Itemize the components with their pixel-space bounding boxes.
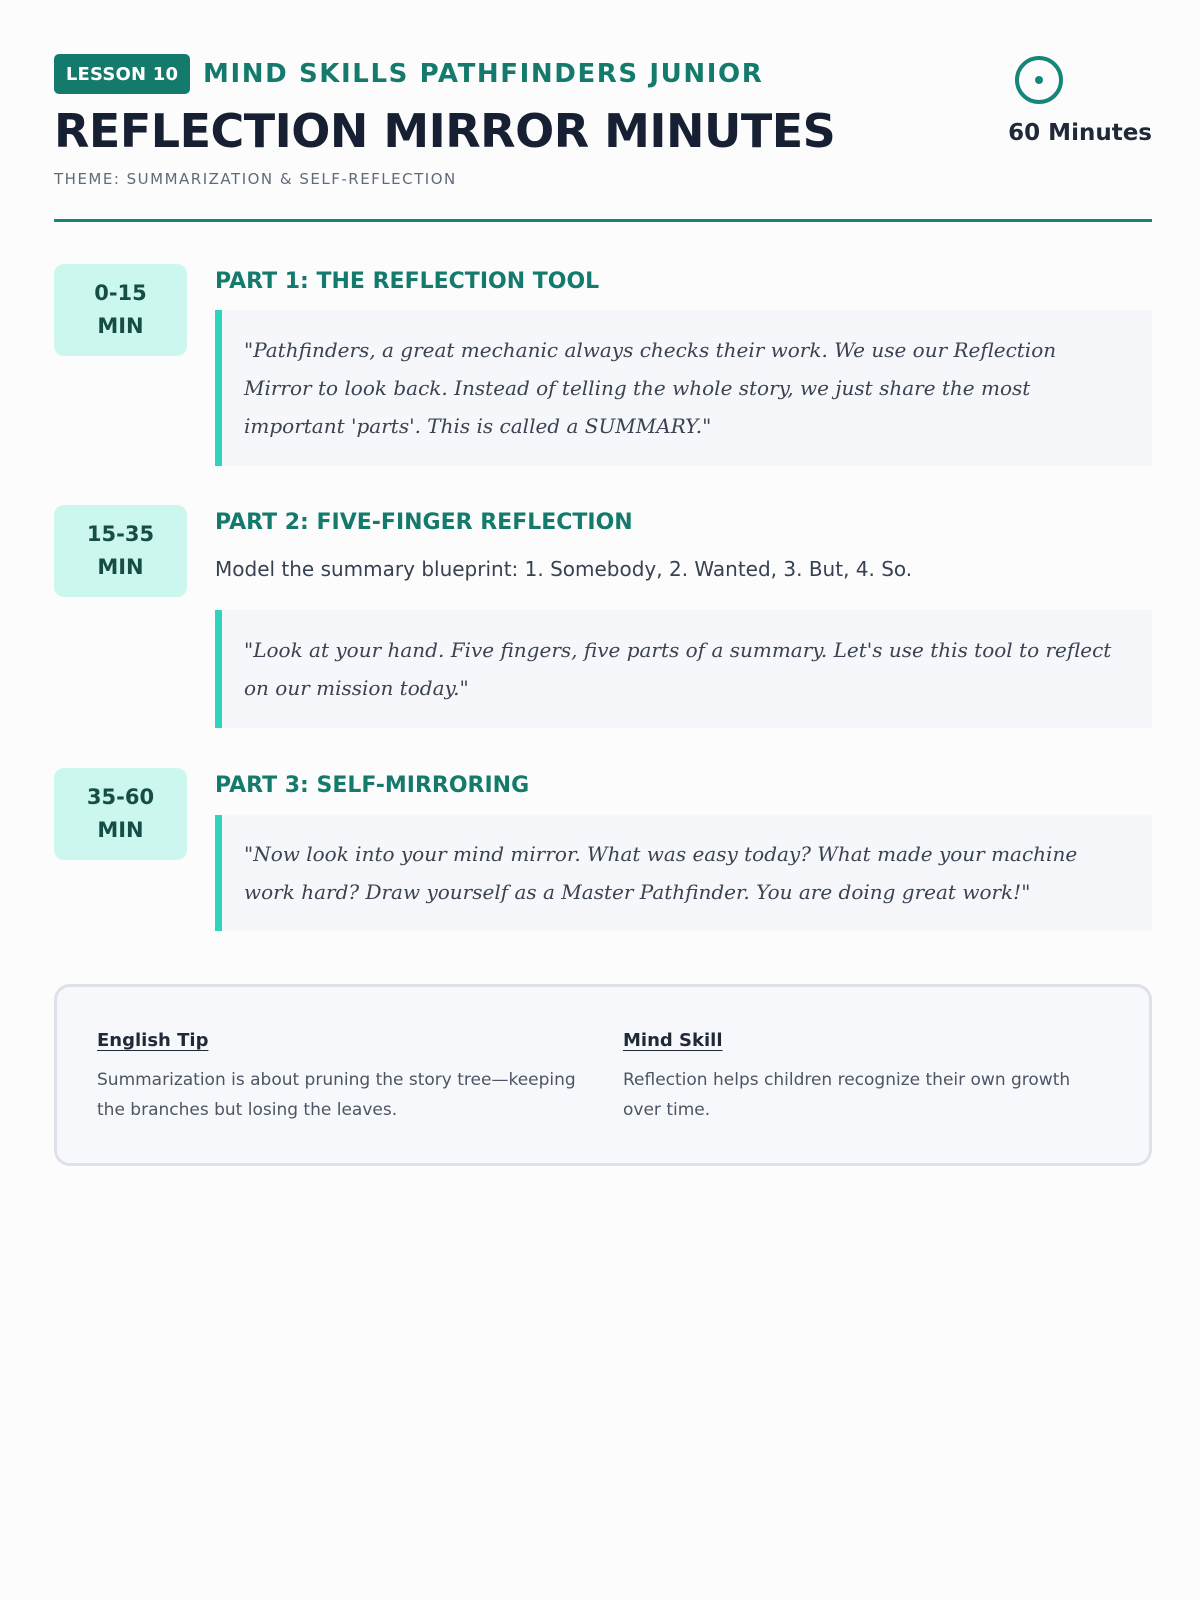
lesson-page [54,0,1152,1600]
time-unit: MIN [97,818,144,842]
page-title: REFLECTION MIRROR MINUTES [54,104,836,158]
mind-skill-body: Reflection helps children recognize their own growth over time. [623,1070,1071,1120]
time-chip [54,264,187,356]
time-chip [54,768,187,860]
mind-skill-title: Mind Skill [623,1030,723,1051]
time-range: 0-15 [94,281,147,305]
tips-box [54,984,1152,1166]
time-unit: MIN [97,555,144,579]
duration-label: 60 Minutes [1008,120,1152,146]
english-tip [97,1029,587,1125]
script-quote: "Look at your hand. Five fingers, five parts of a summary. Let's use this tool to reflect on our mission today." [215,610,1152,728]
time-chip [54,505,187,597]
lesson-badge: LESSON 10 [54,54,190,94]
theme-subtitle: THEME: SUMMARIZATION & SELF-REFLECTION [54,170,457,188]
english-tip-title: English Tip [97,1030,209,1051]
part-title: PART 3: SELF-MIRRORING [215,772,530,798]
english-tip-body: Summarization is about pruning the story tree—keeping the branches but losing the leaves. [97,1070,576,1120]
script-quote: "Pathfinders, a great mechanic always checks their work. We use our Reflection Mirror to look back. Instead of telling the whole story, we just share the most important 'parts'. This is called a SUMMARY." [215,310,1152,466]
script-quote: "Now look into your mind mirror. What was easy today? What made your machine work hard? Draw yourself as a Master Pathfinder. You are doing great work!" [215,815,1152,931]
mind-skill [623,1029,1113,1125]
part-title: PART 1: THE REFLECTION TOOL [215,268,600,294]
teacher-note: Model the summary blueprint: 1. Somebody, 2. Wanted, 3. But, 4. So. [215,557,913,581]
time-unit: MIN [97,314,144,338]
time-range: 35-60 [86,785,155,809]
part-title: PART 2: FIVE-FINGER REFLECTION [215,509,633,535]
time-range: 15-35 [86,522,155,546]
target-clock-icon [1014,55,1064,105]
header-divider [54,219,1152,222]
series-title: MIND SKILLS PATHFINDERS JUNIOR [203,59,764,89]
lesson-header [54,0,1152,222]
